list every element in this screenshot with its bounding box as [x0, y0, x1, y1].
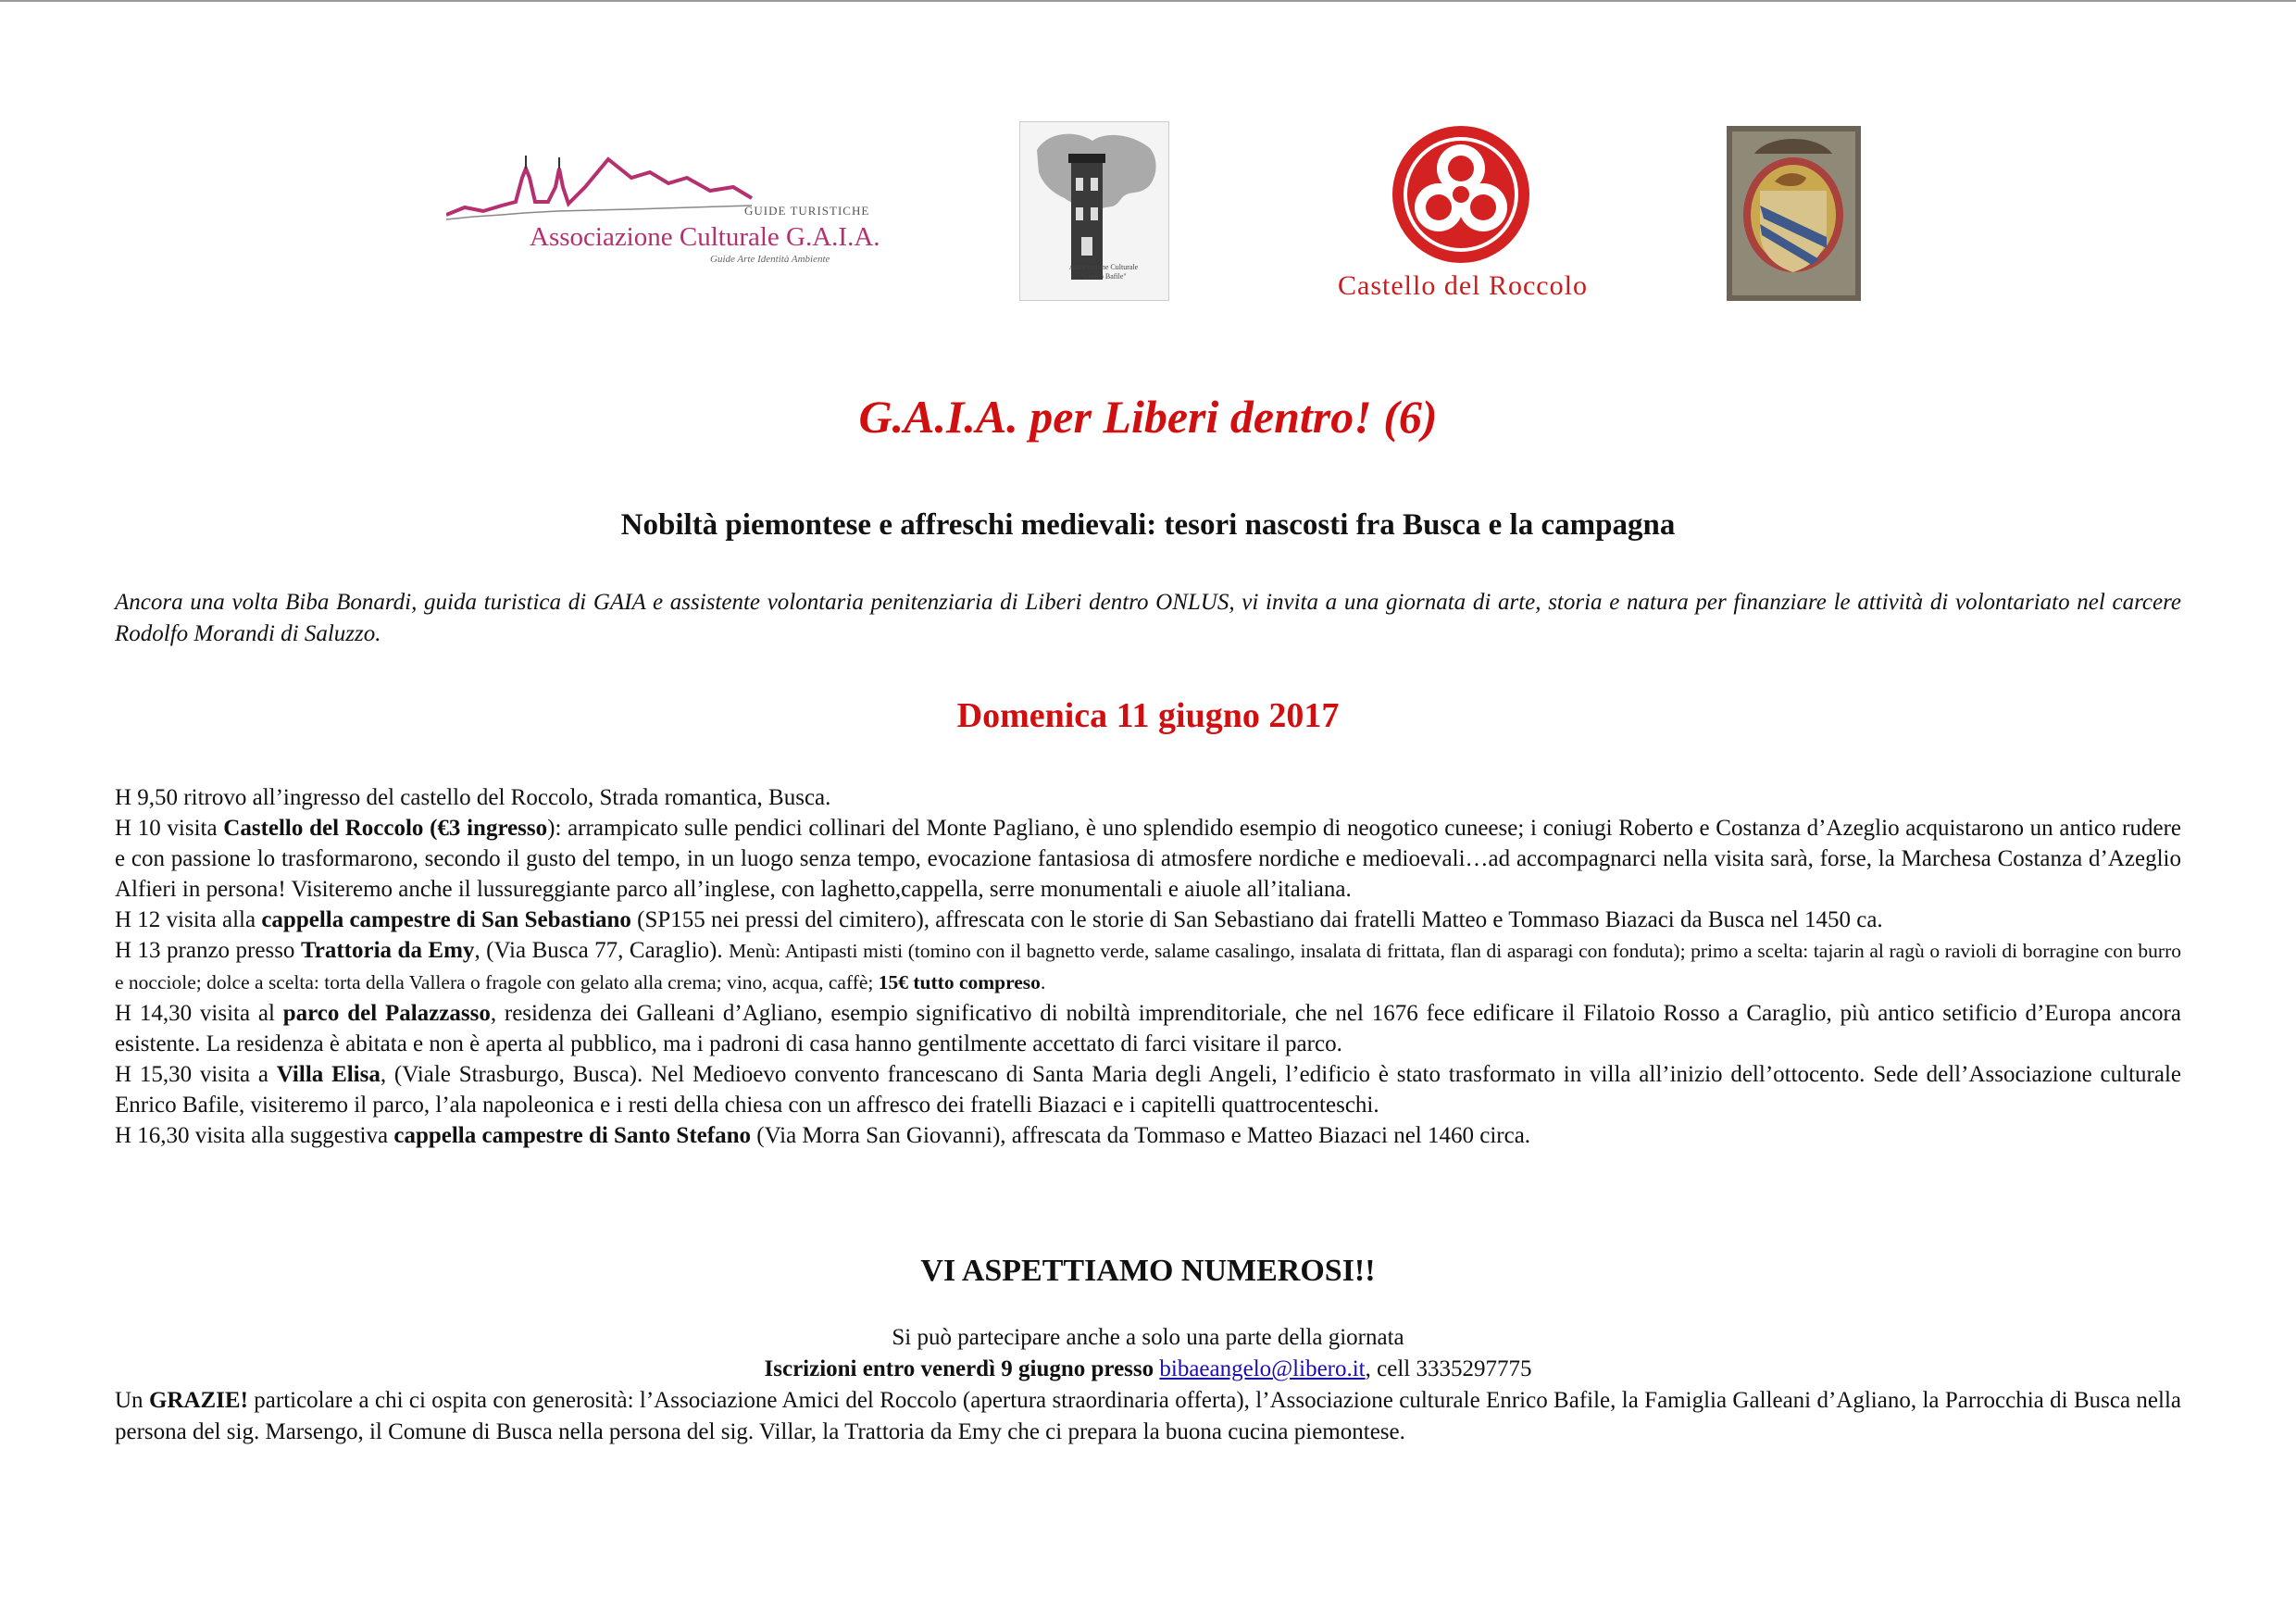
coat-of-arms-icon [1727, 126, 1861, 301]
thanks-text: particolare a chi ci ospita con generosità: l’Associazione Amici del Roccolo (apertura straordinaria offerta), l’Associazione culturale Enrico Bafile, la Famiglia Galleani d’Agliano, la Parrocchia di Busca nella persona del sig. Marsengo, il Comune di Busca nella persona del sig. Villar, la Trattoria da Emy che ci prepara la buona cucina piemontese. [115, 1388, 2181, 1444]
enrico-bafile-caption [1057, 263, 1150, 281]
signup-line [0, 1354, 2296, 1385]
page-subtitle: Nobiltà piemontese e affreschi medievali: tesori nascosti fra Busca e la campagna [620, 508, 1676, 542]
gaia-name: Associazione Culturale G.A.I.A. [530, 222, 880, 252]
castello-roccolo-logo [1315, 122, 1611, 307]
signup-deadline: Iscrizioni entro venerdì 9 giugno presso [764, 1356, 1160, 1381]
program-text: ): arrampicato sulle pendici collinari del Monte Pagliano, è uno splendido esempio di neogotico cuneese; i coniugi Roberto e Costanza d’Azeglio acquistarono un antico rudere e con passione lo trasformarono, secondo il gusto del tempo, in un luogo senza tempo, evocazione fantasiosa di atmosfere nordiche e medioevali…ad accompagnarci nella visita sarà, forse, la Marchesa Costanza d’Azeglio Alfieri in persona! Visiteremo anche il lussureggiante parco all’inglese, con laghetto,cappella, serre monumentali e aiuole all’italiana. [115, 816, 2181, 902]
program-text: , (Viale Strasburgo, Busca). Nel Medioevo convento francescano di Santa Maria degli Angeli, l’edificio è stato trasformato in villa all’inizio dell’ottocento. Sede dell’Associazione culturale Enrico Bafile, visiteremo il parco, l’ala napoleonica e i resti della chiesa con un affresco dei fratelli Biazaci e i capitelli quattrocenteschi. [115, 1062, 2181, 1118]
program-text: , residenza dei Galleani d’Agliano, esempio significativo di nobiltà imprenditoriale, che nel 1676 fece edificare il Filatoio Rosso a Caraglio, più antico setificio d’Europa ancora esistente. La residenza è abitata e non è aperta al pubblico, ma i padroni di casa hanno gentilmente accettato di farci visitare il parco. [115, 1001, 2181, 1056]
top-border-line [0, 0, 2296, 2]
intro-paragraph: Ancora una volta Biba Bonardi, guida turistica di GAIA e assistente volontaria penitenziaria di Liberi dentro ONLUS, vi invita a una giornata di arte, storia e natura per finanziare le attività di volontariato nel carcere Rodolfo Morandi di Saluzzo. [115, 590, 2181, 646]
program-item-lunch [115, 935, 2181, 998]
program-text: H 15,30 visita a [115, 1062, 277, 1087]
program-item-palazzasso [115, 998, 2181, 1059]
thanks-text: Un [115, 1388, 149, 1413]
thanks-highlight: GRAZIE! [148, 1388, 248, 1413]
triskelion-icon [1315, 122, 1611, 270]
phone-number: , cell 3335297775 [1365, 1356, 1532, 1381]
program-item-meeting [115, 782, 2181, 813]
program-highlight: cappella campestre di San Sebastiano [261, 907, 631, 932]
event-program [115, 782, 2181, 1151]
enrico-caption-line1: Associazione Culturale [1068, 263, 1139, 271]
email-link[interactable]: bibaeangelo@libero.it [1159, 1356, 1366, 1381]
program-text: H 13 pranzo presso [115, 938, 301, 963]
event-date: Domenica 11 giugno 2017 [956, 696, 1340, 735]
program-item-castello [115, 813, 2181, 905]
lunch-price: 15€ tutto compreso [878, 971, 1041, 993]
program-text: H 12 visita alla [115, 907, 262, 932]
program-highlight: cappella campestre di Santo Stefano [393, 1123, 751, 1148]
menu-text: . [1040, 971, 1046, 993]
gaia-logo [446, 150, 881, 270]
menu-text: Menù: Antipasti misti (tomino con il bagnetto verde, salame casalingo, insalata di frittata, flan di asparagi con fonduta); primo a scelta: tajarin al ragù o ravioli di borragine con burro e nocciole; dolce a scelta: torta della Vallera o fragole con gelato alla crema; vino, acqua, caffè; [115, 940, 2181, 993]
partial-participation-note: Si può partecipare anche a solo una parte della giornata [892, 1325, 1404, 1350]
program-item-san-sebastiano [115, 905, 2181, 935]
program-text: , (Via Busca 77, Caraglio). [474, 938, 730, 963]
program-text: (SP155 nei pressi del cimitero), affrescata con le storie di San Sebastiano dai fratelli Matteo e Tommaso Biazaci da Busca nel 1450 ca. [630, 907, 1883, 932]
program-highlight: Trattoria da Emy [300, 938, 475, 963]
enrico-bafile-logo [1019, 121, 1169, 301]
call-to-action: VI ASPETTIAMO NUMEROSI!! [920, 1254, 1376, 1288]
program-highlight: parco del Palazzasso [282, 1001, 491, 1026]
program-text: H 9,50 ritrovo all’ingresso del castello del Roccolo, Strada romantica, Busca. [115, 785, 831, 810]
program-text: H 16,30 visita alla suggestiva [115, 1123, 394, 1148]
program-item-villa-elisa [115, 1059, 2181, 1120]
program-text: H 10 visita [115, 816, 224, 841]
gaia-tagline: Guide Arte Identità Ambiente [710, 254, 830, 265]
program-item-santo-stefano [115, 1120, 2181, 1151]
gaia-kicker: GUIDE TURISTICHE [744, 204, 870, 218]
program-highlight: Villa Elisa [276, 1062, 381, 1087]
crest-shield-icon [1727, 126, 1861, 301]
thanks-paragraph [115, 1385, 2181, 1448]
program-text: H 14,30 visita al [115, 1001, 283, 1026]
program-highlight: Castello del Roccolo (€3 ingresso [223, 816, 548, 841]
enrico-caption-line2: "Enrico Bafile" [1080, 272, 1127, 281]
castello-roccolo-name: Castello del Roccolo [1338, 270, 1588, 301]
program-text: (Via Morra San Giovanni), affrescata da Tommaso e Matteo Biazaci nel 1460 circa. [751, 1123, 1531, 1148]
page-title: G.A.I.A. per Liberi dentro! (6) [858, 391, 1438, 443]
